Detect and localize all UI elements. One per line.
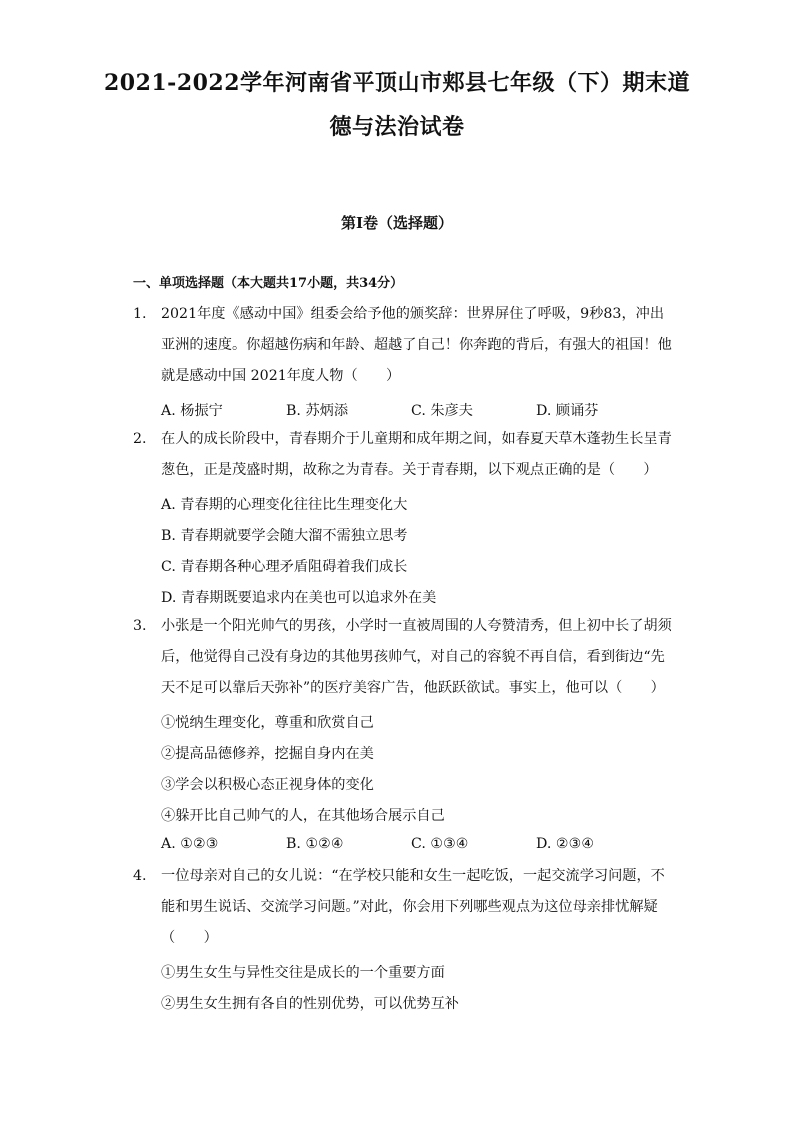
question-number: 2. <box>133 431 147 447</box>
question-number: 4. <box>133 868 147 884</box>
statement-1: ①悦纳生理变化，尊重和欣赏自己 <box>161 715 374 731</box>
option-a[interactable]: A. 杨振宁 <box>161 403 223 419</box>
question-stem <box>161 299 673 392</box>
stem-line: 一位母亲对自己的女儿说：“在学校只能和女生一起吃饭，一起交流学习问题，不 <box>161 868 665 884</box>
option-b[interactable]: B. ①②④ <box>286 836 344 852</box>
option-c[interactable]: C. 朱彦夫 <box>411 403 473 419</box>
exam-title-line-1: 2021-2022学年河南省平顶山市郏县七年级（下）期末道 <box>103 70 691 96</box>
stem-line: 亚洲的速度。你超越伤病和年龄、超越了自己！你奔跑的背后，有强大的祖国！他 <box>161 337 672 353</box>
stem-line: 小张是一个阳光帅气的男孩，小学时一直被周围的人夸赞清秀，但上初中长了胡须 <box>161 618 672 634</box>
question-stem <box>161 611 673 704</box>
stem-line: 在人的成长阶段中，青春期介于儿童期和成年期之间，如春夏天草木蓬勃生长呈青 <box>161 431 672 447</box>
question-stem <box>161 424 673 486</box>
stem-line: 能和男生说话、交流学习问题。”对此，你会用下列哪些观点为这位母亲排忧解疑 <box>161 899 658 915</box>
stem-line: 天不足可以靠后天弥补”的医疗美容广告，他跃跃欲试。事实上，他可以（ ） <box>161 680 665 696</box>
stem-line: （ ） <box>161 930 218 946</box>
option-b[interactable]: B. 苏炳添 <box>286 403 349 419</box>
question-3 <box>133 611 673 704</box>
statement-2: ②提高品德修养，挖掘自身内在美 <box>161 746 374 762</box>
question-4 <box>133 861 673 954</box>
stem-line: 后，他觉得自己没有身边的其他男孩帅气，对自己的容貌不再自信，看到街边“先 <box>161 649 665 665</box>
stem-line: 就是感动中国 2021年度人物（ ） <box>161 368 401 384</box>
option-c[interactable]: C. ①③④ <box>411 836 469 852</box>
option-c[interactable]: C. 青春期各种心理矛盾阻碍着我们成长 <box>161 559 408 575</box>
question-stem <box>161 861 673 954</box>
option-a[interactable]: A. 青春期的心理变化往往比生理变化大 <box>161 497 408 513</box>
question-2 <box>133 424 673 486</box>
option-a[interactable]: A. ①②③ <box>161 836 219 852</box>
question-1-options <box>161 400 681 420</box>
option-b[interactable]: B. 青春期就要学会随大溜不需独立思考 <box>161 528 408 544</box>
statement-2: ②男生女生拥有各自的性别优势，可以优势互补 <box>161 996 459 1012</box>
question-number: 3. <box>133 618 147 634</box>
statement-1: ①男生女生与异性交往是成长的一个重要方面 <box>161 965 445 981</box>
question-1 <box>133 299 673 392</box>
option-d[interactable]: D. ②③④ <box>536 836 595 852</box>
section-heading: 一、单项选择题（本大题共17小题，共34分） <box>133 276 404 291</box>
volume-heading: 第I卷（选择题） <box>340 214 454 232</box>
option-d[interactable]: D. 顾诵芬 <box>536 403 599 419</box>
question-number: 1. <box>133 306 147 322</box>
statement-4: ④躲开比自己帅气的人，在其他场合展示自己 <box>161 808 445 824</box>
exam-title-line-2: 德与法治试卷 <box>329 114 465 140</box>
option-d[interactable]: D. 青春期既要追求内在美也可以追求外在美 <box>161 590 437 606</box>
statement-3: ③学会以积极心态正视身体的变化 <box>161 777 374 793</box>
stem-line: 2021年度《感动中国》组委会给予他的颁奖辞：世界屏住了呼吸，9秒83，冲出 <box>161 306 665 322</box>
stem-line: 葱色，正是茂盛时期，故称之为青春。关于青春期，以下观点正确的是（ ） <box>161 462 658 478</box>
question-3-options <box>161 836 681 852</box>
